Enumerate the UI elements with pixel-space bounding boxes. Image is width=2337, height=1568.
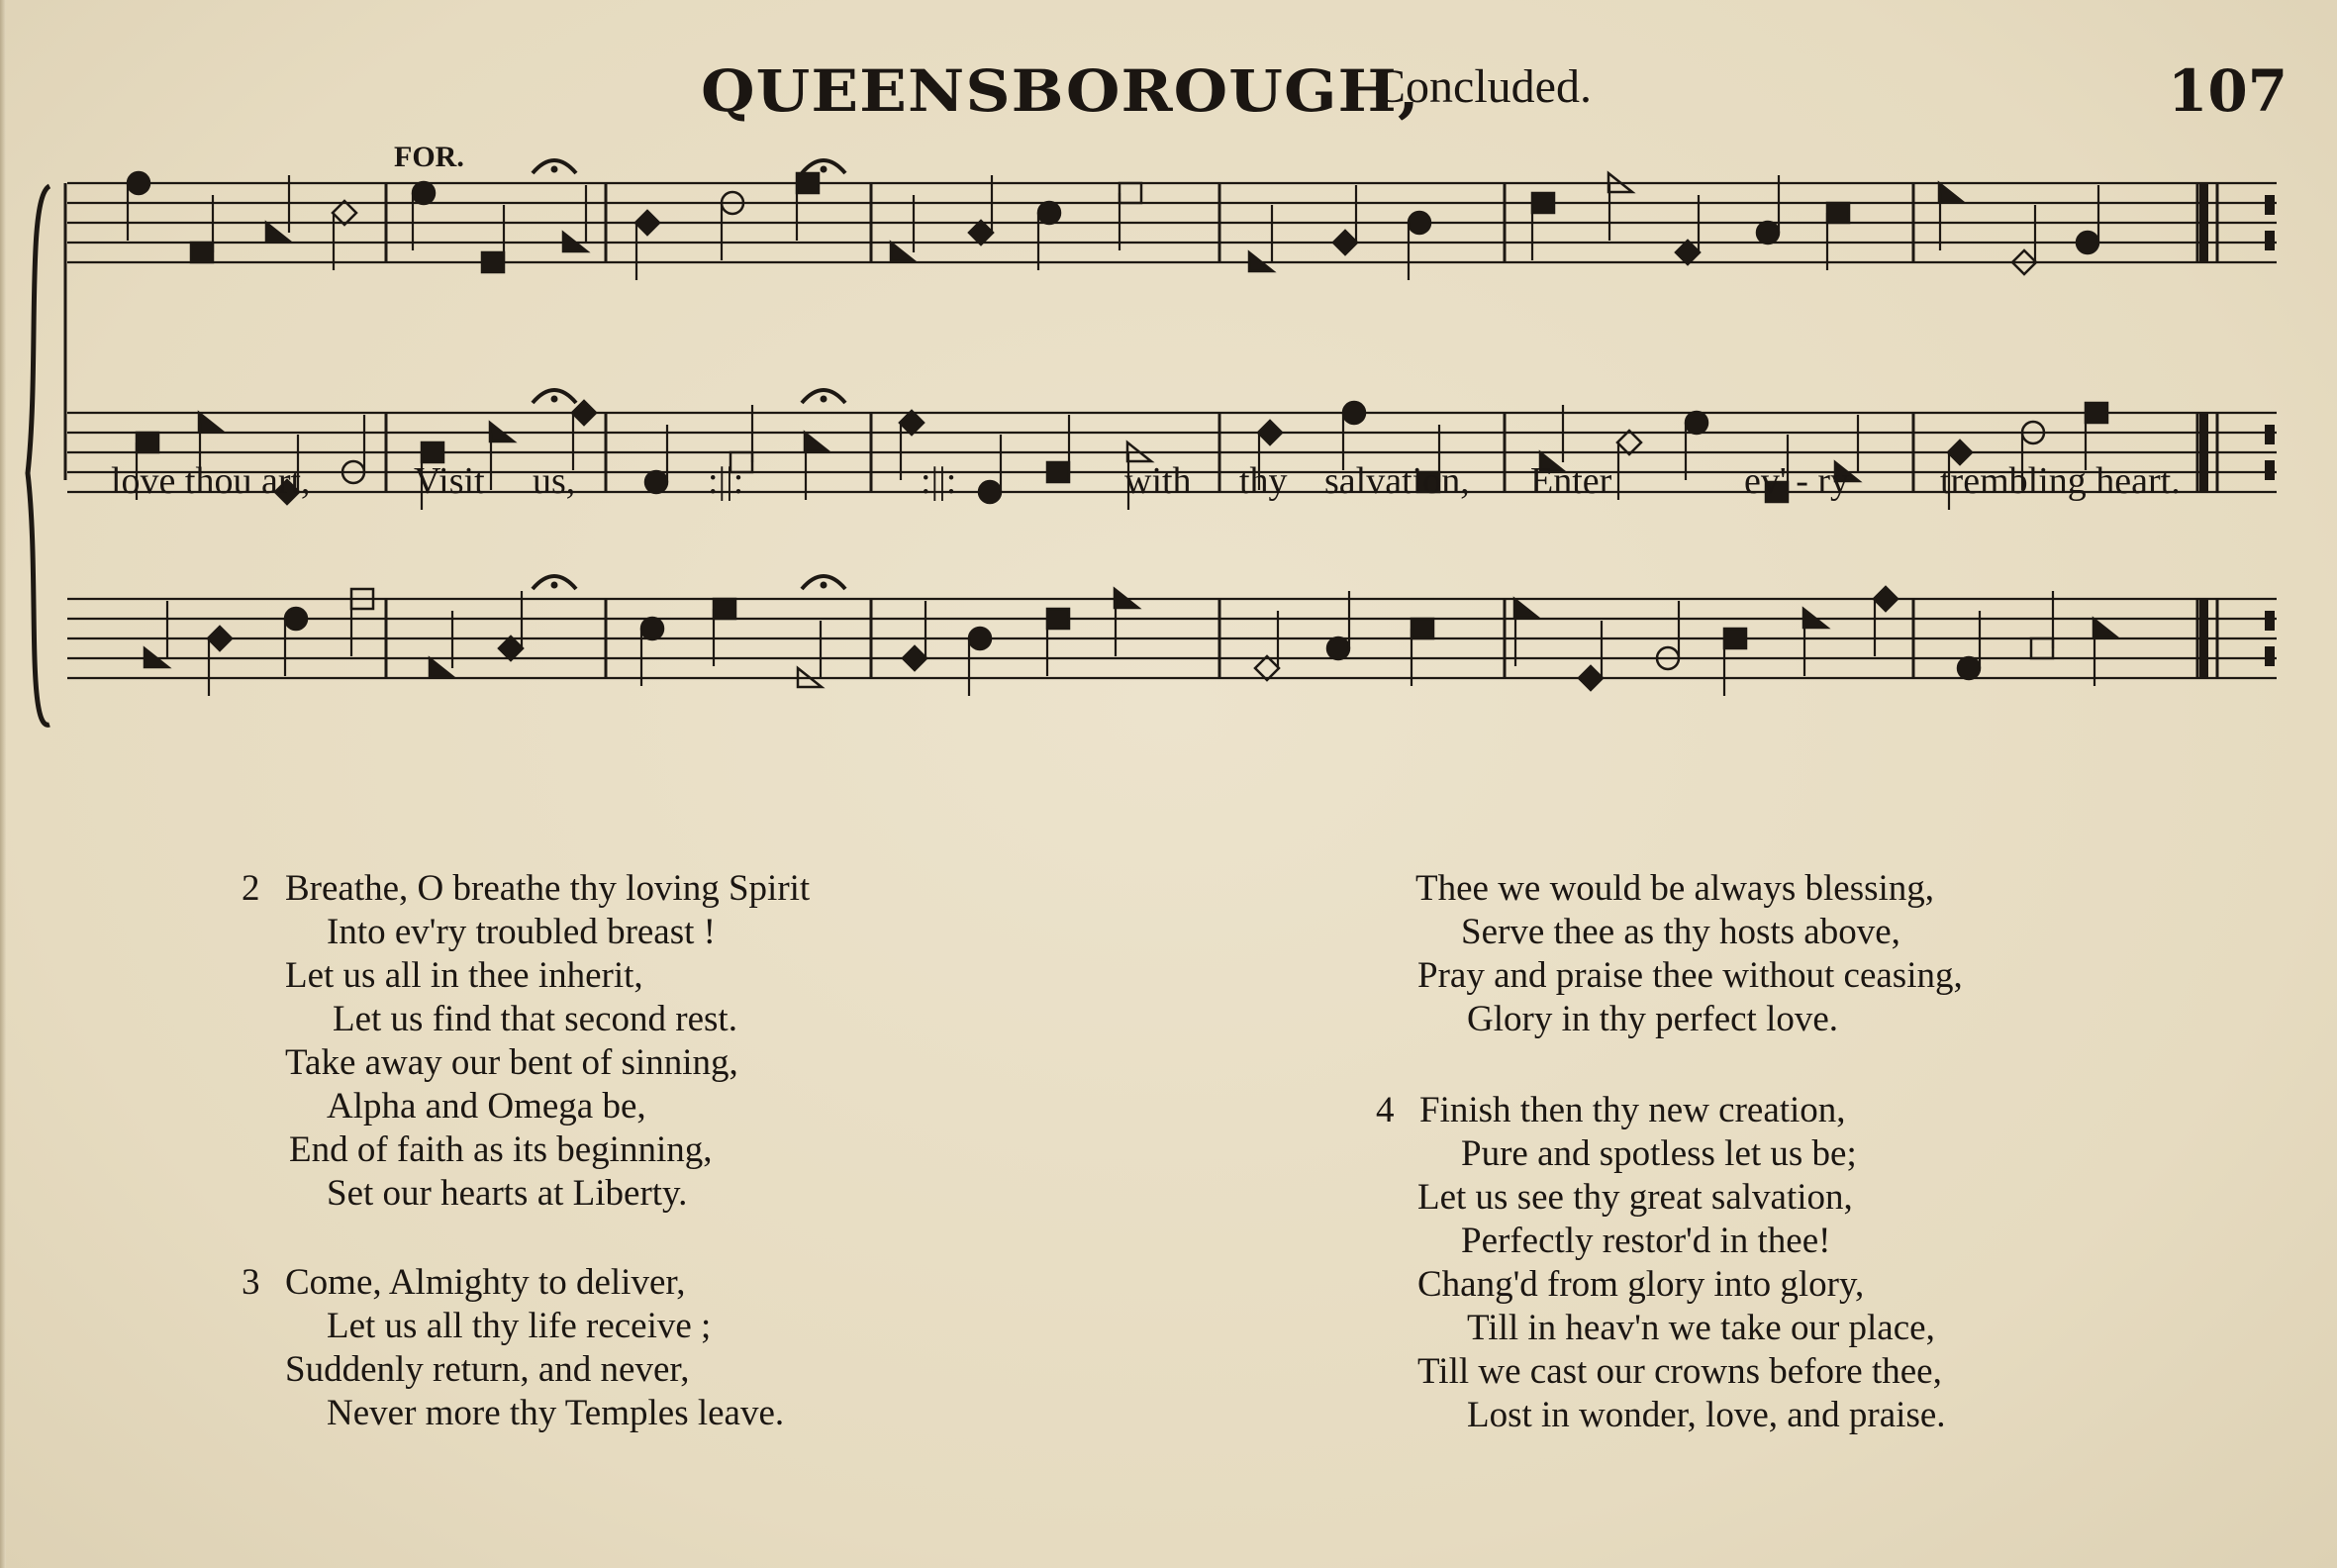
shape-note-diamond (1617, 431, 1641, 454)
verse-line: Pray and praise thee without ceasing, (1417, 955, 1963, 996)
shape-note-round (969, 628, 991, 649)
verse-3 (242, 1261, 784, 1435)
verse-4 (1376, 1089, 1946, 1437)
shape-note-triangle (430, 658, 453, 677)
lyric-enter: Enter (1530, 460, 1612, 502)
shape-note-diamond (499, 637, 523, 660)
lyric-repeat-2: :||: (921, 460, 957, 502)
shape-note-round (2077, 232, 2098, 253)
verse-line: Till we cast our crowns before thee, (1417, 1351, 1942, 1392)
shape-note-diamond (208, 627, 232, 650)
verse-3-continued (1415, 867, 1963, 1041)
verse-line: Suddenly return, and never, (285, 1349, 690, 1390)
verse-line: Take away our bent of sinning, (285, 1042, 738, 1083)
lyric-us: us, (533, 460, 576, 502)
verse-line: Come, Almighty to deliver, (285, 1262, 686, 1303)
verse-line: Into ev'ry troubled breast ! (327, 912, 716, 952)
shape-note-square (191, 243, 213, 262)
shape-note-square (1532, 193, 1554, 213)
verse-line: Chang'd from glory into glory, (1417, 1264, 1865, 1305)
shape-note-triangle (2094, 619, 2117, 637)
shape-note-round (1327, 637, 1349, 659)
shape-note-diamond (572, 401, 596, 425)
verses-section (0, 861, 2337, 1455)
shape-note-diamond (1676, 241, 1700, 264)
verse-line: Perfectly restor'd in thee! (1461, 1221, 1831, 1261)
shape-note-round (641, 618, 663, 639)
fermata-dot (821, 396, 828, 403)
verse-line: Let us all in thee inherit, (285, 955, 643, 996)
shape-note-square (1120, 183, 1141, 203)
shape-note-square (714, 599, 735, 619)
shape-note-diamond (1258, 421, 1282, 444)
fermata-dot (551, 396, 558, 403)
shape-note-triangle (1514, 599, 1538, 618)
hymn-subtitle: Concluded. (1374, 60, 1592, 113)
shape-note-square (1827, 203, 1849, 223)
verse-line: Glory in thy perfect love. (1467, 999, 1839, 1039)
verse-2 (242, 867, 810, 1216)
repeat-mark (2265, 425, 2275, 444)
music-score (0, 139, 2337, 752)
shape-note-round (413, 182, 435, 204)
shape-note-square (137, 433, 158, 452)
verse-number: 2 (242, 868, 260, 909)
shape-note-diamond (333, 201, 356, 225)
shape-note-diamond (969, 221, 993, 245)
shape-note-diamond (1874, 587, 1898, 611)
final-bar (2199, 183, 2208, 262)
lyric-trembling-heart: trembling heart. (1940, 460, 2181, 502)
shape-note-square (1047, 609, 1069, 629)
fermata-dot (551, 166, 558, 173)
shape-note-triangle (891, 243, 915, 261)
staff-notation (0, 139, 2337, 752)
for-marker: FOR. (394, 141, 464, 173)
verse-line: End of faith as its beginning, (289, 1129, 713, 1170)
verse-line: Breathe, O breathe thy loving Spirit (285, 868, 811, 909)
lyric-thy: thy (1239, 460, 1288, 502)
shape-note-square (1724, 629, 1746, 648)
verse-number: 3 (242, 1262, 260, 1303)
shape-note-round (1343, 402, 1365, 424)
verse-line: Pure and spotless let us be; (1461, 1133, 1857, 1174)
lyric-salvation: salvation, (1324, 460, 1470, 502)
shape-note-round (128, 172, 149, 194)
lyric-love-thou-art: love thou art, (111, 460, 311, 502)
verse-line: Thee we would be always blessing, (1415, 868, 1935, 909)
shape-note-square (2086, 403, 2107, 423)
verse-line: Let us see thy great salvation, (1417, 1177, 1853, 1218)
verse-line: Never more thy Temples leave. (327, 1393, 785, 1433)
page-number: 107 (2168, 57, 2288, 125)
shape-note-triangle (266, 223, 290, 242)
staff-layer (28, 160, 2277, 725)
fermata-dot (821, 582, 828, 589)
verse-line: Let us find that second rest. (333, 999, 737, 1039)
verse-line: Set our hearts at Liberty. (327, 1173, 688, 1214)
shape-note-diamond (903, 646, 926, 670)
shape-note-diamond (1333, 231, 1357, 254)
verse-line: Serve thee as thy hosts above, (1461, 912, 1900, 952)
shape-note-round (1958, 657, 1980, 679)
repeat-mark (2265, 646, 2275, 666)
lyric-visit: Visit (414, 460, 485, 502)
lyric-every: ev' - ry (1744, 460, 1850, 502)
lyric-with: with (1124, 460, 1192, 502)
shape-note-round (1409, 212, 1430, 234)
fermata-dot (821, 166, 828, 173)
shape-note-diamond (635, 211, 659, 235)
lyric-row (0, 459, 2337, 519)
lyric-repeat-1: :||: (708, 460, 744, 502)
system-brace (28, 186, 49, 725)
shape-note-diamond (900, 411, 924, 435)
shape-note-square (1412, 619, 1433, 638)
final-bar (2199, 599, 2208, 678)
shape-note-diamond (1579, 666, 1603, 690)
verse-line: Lost in wonder, love, and praise. (1467, 1395, 1946, 1435)
verse-line: Alpha and Omega be, (327, 1086, 646, 1127)
shape-note-triangle (199, 413, 223, 432)
shape-note-square (797, 173, 819, 193)
repeat-mark (2265, 611, 2275, 631)
shape-note-round (1757, 222, 1779, 244)
fermata-dot (551, 582, 558, 589)
repeat-mark (2265, 195, 2275, 215)
verse-line: Finish then thy new creation, (1419, 1090, 1846, 1130)
repeat-mark (2265, 231, 2275, 250)
shape-note-round (1686, 412, 1707, 434)
shape-note-diamond (1255, 656, 1279, 680)
shape-note-round (285, 608, 307, 630)
page-header (0, 49, 2337, 129)
verse-line: Let us all thy life receive ; (327, 1306, 712, 1346)
hymn-title: QUEENSBOROUGH, (701, 57, 1420, 125)
shape-note-square (482, 252, 504, 272)
shape-note-square (2031, 638, 2053, 658)
shape-note-round (1038, 202, 1060, 224)
verse-line: Till in heav'n we take our place, (1467, 1308, 1935, 1348)
shape-note-triangle (805, 433, 828, 451)
shape-note-triangle (1939, 183, 1963, 202)
verse-number: 4 (1376, 1090, 1395, 1130)
